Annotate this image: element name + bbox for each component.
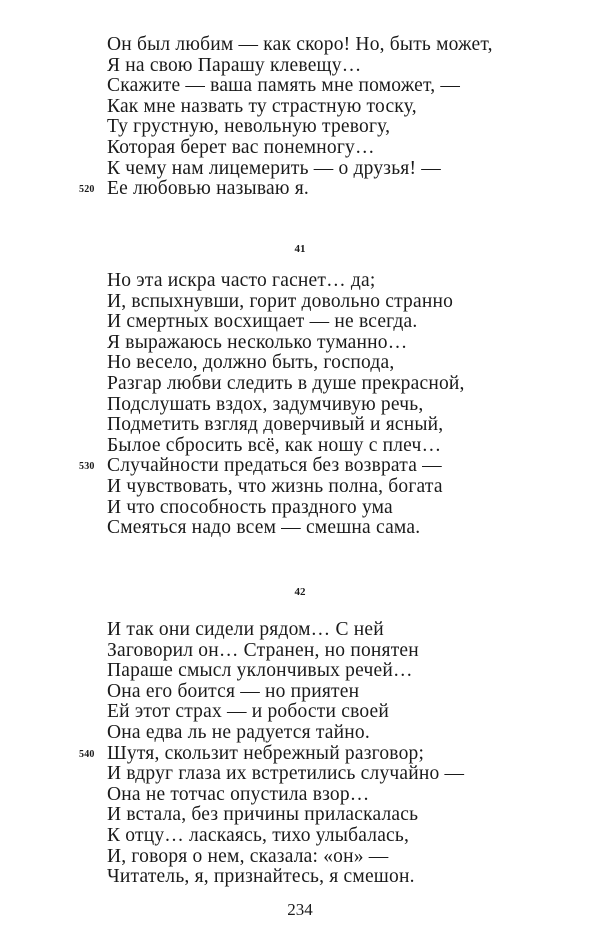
verse-line xyxy=(107,847,587,868)
verse-line xyxy=(107,56,587,77)
verse-line xyxy=(107,374,587,395)
line-number: 530 xyxy=(79,461,95,473)
verse-text: И смертных восхищает — не всегда. xyxy=(107,311,418,333)
verse-line xyxy=(107,159,587,180)
stanza-41 xyxy=(79,270,587,539)
verse-text: Но весело, должно быть, господа, xyxy=(107,352,395,374)
verse-line xyxy=(107,620,587,641)
verse-text: К отцу… ласкаясь, тихо улыбалась, xyxy=(107,824,410,846)
verse-line xyxy=(107,805,587,826)
verse-line xyxy=(107,436,587,457)
verse-line xyxy=(107,785,587,806)
verse-text: Скажите — ваша память мне поможет, — xyxy=(107,75,461,97)
verse-text: Шутя, скользит небрежный разговор; xyxy=(107,742,425,764)
verse-text: И вдруг глаза их встретились случайно — xyxy=(107,763,465,785)
verse-line xyxy=(107,312,587,333)
verse-line xyxy=(107,826,587,847)
verse-line xyxy=(107,477,587,498)
verse-line xyxy=(107,641,587,662)
verse-text: Ей этот страх — и робости своей xyxy=(107,701,390,723)
verse-text: Случайности предаться без возврата — xyxy=(107,455,442,477)
verse-line xyxy=(107,867,587,888)
verse-line xyxy=(107,723,587,744)
verse-text: Читатель, я, признайтесь, я смешон. xyxy=(107,866,415,888)
verse-line xyxy=(107,117,587,138)
verse-text: Разгар любви следить в душе прекрасной, xyxy=(107,372,465,394)
verse-line xyxy=(107,35,587,56)
line-number: 520 xyxy=(79,184,95,196)
verse-line xyxy=(107,498,587,519)
verse-text: Параше смысл уклончивых речей… xyxy=(107,660,413,682)
verse-line xyxy=(107,518,587,539)
verse-text: Она едва ль не радуется тайно. xyxy=(107,721,370,743)
verse-line xyxy=(107,292,587,313)
verse-text: Заговорил он… Странен, но понятен xyxy=(107,639,419,661)
verse-line xyxy=(79,178,587,200)
verse-text: И, говоря о нем, сказала: «он» — xyxy=(107,845,389,867)
verse-text: Подметить взгляд доверчивый и ясный, xyxy=(107,414,444,436)
verse-text: Которая берет вас понемногу… xyxy=(107,136,375,158)
verse-line xyxy=(107,702,587,723)
verse-text: И встала, без причины приласкалась xyxy=(107,804,419,826)
verse-line xyxy=(79,455,587,477)
verse-line xyxy=(107,97,587,118)
verse-line xyxy=(107,682,587,703)
verse-text: Ту грустную, невольную тревогу, xyxy=(107,116,391,138)
verse-text: Она его боится — но приятен xyxy=(107,680,360,702)
verse-text: Подслушать вздох, задумчивую речь, xyxy=(107,393,424,415)
verse-line xyxy=(107,333,587,354)
line-number: 540 xyxy=(79,748,95,760)
verse-text: Былое сбросить всё, как ношу с плеч… xyxy=(107,434,442,456)
verse-line xyxy=(107,395,587,416)
verse-text: Но эта искра часто гаснет… да; xyxy=(107,270,376,291)
stanza-number-42: 42 xyxy=(294,586,306,598)
page-number: 234 xyxy=(287,900,313,919)
stanza-number-41: 41 xyxy=(294,243,306,255)
verse-line xyxy=(107,138,587,159)
verse-line xyxy=(107,764,587,785)
verse-text: К чему нам лицемерить — о друзья! — xyxy=(107,157,441,179)
verse-line xyxy=(107,661,587,682)
verse-text: Я выражаюсь несколько туманно… xyxy=(107,331,408,353)
verse-text: Он был любим — как скоро! Но, быть может, xyxy=(107,34,493,55)
verse-text: И так они сидели рядом… С ней xyxy=(107,619,384,640)
stanza-continuation xyxy=(79,34,587,200)
verse-line xyxy=(107,271,587,292)
verse-text: И чувствовать, что жизнь полна, богата xyxy=(107,475,443,497)
verse-text: Она не тотчас опустила взор… xyxy=(107,783,370,805)
verse-line xyxy=(107,76,587,97)
verse-text: Ее любовью называю я. xyxy=(107,178,309,200)
verse-text: Как мне назвать ту страстную тоску, xyxy=(107,95,417,117)
stanza-42 xyxy=(79,619,587,888)
verse-line xyxy=(79,742,587,765)
verse-text: Смеяться надо всем — смешна сама. xyxy=(107,517,421,539)
verse-text: Я на свою Парашу клевещу… xyxy=(107,54,362,76)
verse-line xyxy=(107,415,587,436)
verse-text: И, вспыхнувши, горит довольно странно xyxy=(107,290,454,312)
verse-text: И что способность праздного ума xyxy=(107,496,393,518)
verse-line xyxy=(107,353,587,374)
